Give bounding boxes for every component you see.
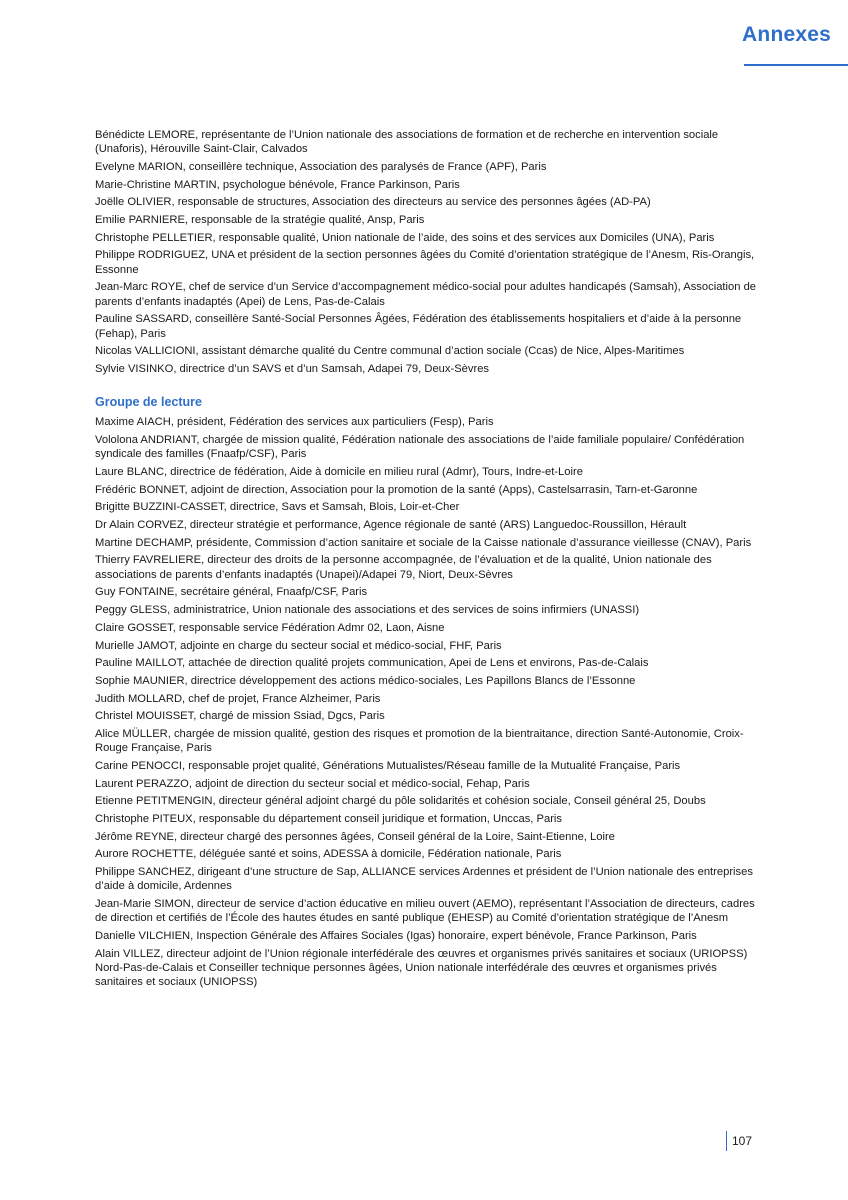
page-header	[725, 22, 848, 48]
list-item: Martine DECHAMP, présidente, Commission d’action sanitaire et sociale de la Caisse nationale d’assurance vieillesse (CNAV), Paris	[95, 536, 752, 549]
list-item: Danielle VILCHIEN, Inspection Générale des Affaires Sociales (Igas) honoraire, expert bénévole, France Parkinson, Paris	[95, 930, 697, 943]
page-content	[95, 128, 765, 993]
list-item: Sylvie VISINKO, directrice d’un SAVS et d’un Samsah, Adapei 79, Deux-Sèvres	[95, 363, 490, 376]
section-title-groupe-de-lecture: Groupe de lecture	[95, 395, 202, 410]
list-item: Vololona ANDRIANT, chargée de mission qualité, Fédération nationale des associations de l’aide familiale populaire/ Confédération syndicale des familles (Fnaafp/CSF), Paris	[95, 434, 745, 461]
list-item: Brigitte BUZZINI-CASSET, directrice, Savs et Samsah, Blois, Loir-et-Cher	[95, 501, 460, 514]
list-item: Marie-Christine MARTIN, psychologue bénévole, France Parkinson, Paris	[95, 178, 460, 191]
list-item: Laure BLANC, directrice de fédération, Aide à domicile en milieu rural (Admr), Tours, Indre-et-Loire	[95, 466, 583, 479]
list-item: Joëlle OLIVIER, responsable de structures, Association des directeurs au service des personnes âgées (AD-PA)	[95, 196, 651, 209]
list-item: Peggy GLESS, administratrice, Union nationale des associations et des services de soins infirmiers (UNASSI)	[95, 604, 640, 617]
list-item: Christel MOUISSET, chargé de mission Ssiad, Dgcs, Paris	[95, 710, 385, 723]
section-header-title: Annexes	[742, 23, 831, 46]
list-item: Guy FONTAINE, secrétaire général, Fnaafp/CSF, Paris	[95, 586, 368, 599]
list-item: Pauline MAILLOT, attachée de direction qualité projets communication, Apei de Lens et environs, Pas-de-Calais	[95, 657, 649, 670]
list-item: Etienne PETITMENGIN, directeur général adjoint chargé du pôle solidarités et cohésion sociale, Conseil général 25, Doubs	[95, 795, 706, 808]
list-item: Christophe PITEUX, responsable du département conseil juridique et formation, Unccas, Paris	[95, 813, 563, 825]
list-item: Laurent PERAZZO, adjoint de direction du secteur social et médico-social, Fehap, Paris	[95, 777, 530, 790]
list-item: Aurore ROCHETTE, déléguée santé et soins, ADESSA à domicile, Fédération nationale, Paris	[95, 848, 562, 861]
list-item: Maxime AIACH, président, Fédération des services aux particuliers (Fesp), Paris	[95, 416, 494, 429]
list-item: Alain VILLEZ, directeur adjoint de l’Union régionale interfédérale des œuvres et organismes privés sanitaires et sociaux (URIOPSS) Nord-Pas-de-Calais et Conseiller technique personnes âgées, Union nationale interfédérale des œuvres et organismes privés sanitaires et sociaux (UNIOPSS)	[95, 947, 748, 989]
list-item: Philippe SANCHEZ, dirigeant d’une structure de Sap, ALLIANCE services Ardennes et président de l’Union nationale des entreprises d’aide à domicile, Ardennes	[95, 866, 753, 893]
list-item: Pauline SASSARD, conseillère Santé-Social Personnes Âgées, Fédération des établissements hospitaliers et d’aide à la personne (Fehap), Paris	[95, 313, 742, 340]
list-item: Jean-Marie SIMON, directeur de service d’action éducative en milieu ouvert (AEMO), représentant l’Association de directeurs, cadres de direction et certifiés de l’École des hautes études en santé publique (EHESP) au Comité d’orientation stratégique de l’Anesm	[95, 898, 755, 925]
list-item: Carine PENOCCI, responsable projet qualité, Générations Mutualistes/Réseau famille de la Mutualité Française, Paris	[95, 759, 681, 772]
list-item: Judith MOLLARD, chef de projet, France Alzheimer, Paris	[95, 692, 381, 705]
reading-group-list	[95, 415, 765, 989]
list-item: Thierry FAVRELIERE, directeur des droits de la personne accompagnée, de l’évaluation et de la qualité, Union nationale des associations de parents d’enfants inadaptés (Unapei)/Adapei 79, Niort, Deux-Sèvres	[95, 554, 712, 581]
list-item: Alice MÜLLER, chargée de mission qualité, gestion des risques et promotion de la bientraitance, direction Santé-Autonomie, Croix-Rouge Française, Paris	[95, 727, 744, 755]
list-item: Emilie PARNIERE, responsable de la stratégie qualité, Ansp, Paris	[95, 214, 425, 227]
page-number: 107	[732, 1134, 753, 1148]
list-item: Claire GOSSET, responsable service Fédération Admr 02, Laon, Aisne	[95, 621, 445, 634]
list-item: Philippe RODRIGUEZ, UNA et président de la section personnes âgées du Comité d’orientation stratégique de l’Anesm, Ris-Orangis, Essonne	[95, 249, 755, 276]
header-rule	[744, 64, 848, 66]
list-item: Jérôme REYNE, directeur chargé des personnes âgées, Conseil général de la Loire, Saint-Etienne, Loire	[95, 830, 615, 843]
list-item: Dr Alain CORVEZ, directeur stratégie et performance, Agence régionale de santé (ARS) Languedoc-Roussillon, Hérault	[95, 519, 687, 532]
list-item: Evelyne MARION, conseillère technique, Association des paralysés de France (APF), Paris	[95, 160, 547, 173]
list-item: Bénédicte LEMORE, représentante de l’Union nationale des associations de formation et de recherche en intervention sociale (Unaforis), Hérouville Saint-Clair, Calvados	[95, 129, 719, 156]
list-item: Nicolas VALLICIONI, assistant démarche qualité du Centre communal d’action sociale (Ccas) de Nice, Alpes-Maritimes	[95, 345, 685, 358]
list-item: Jean-Marc ROYE, chef de service d’un Service d’accompagnement médico-social pour adultes handicapés (Samsah), Association de parents d’enfants inadaptés (Apei) de Lens, Pas-de-Calais	[95, 281, 757, 308]
list-item: Frédéric BONNET, adjoint de direction, Association pour la promotion de la santé (Apps), Castelsarrasin, Tarn-et-Garonne	[95, 483, 698, 496]
page-footer	[726, 1131, 752, 1151]
list-item: Sophie MAUNIER, directrice développement des actions médico-sociales, Les Papillons Blancs de l’Essonne	[95, 674, 636, 687]
contributors-list	[95, 128, 765, 376]
list-item: Christophe PELLETIER, responsable qualité, Union nationale de l’aide, des soins et des services aux Domiciles (UNA), Paris	[95, 231, 715, 244]
list-item: Murielle JAMOT, adjointe en charge du secteur social et médico-social, FHF, Paris	[95, 639, 502, 652]
